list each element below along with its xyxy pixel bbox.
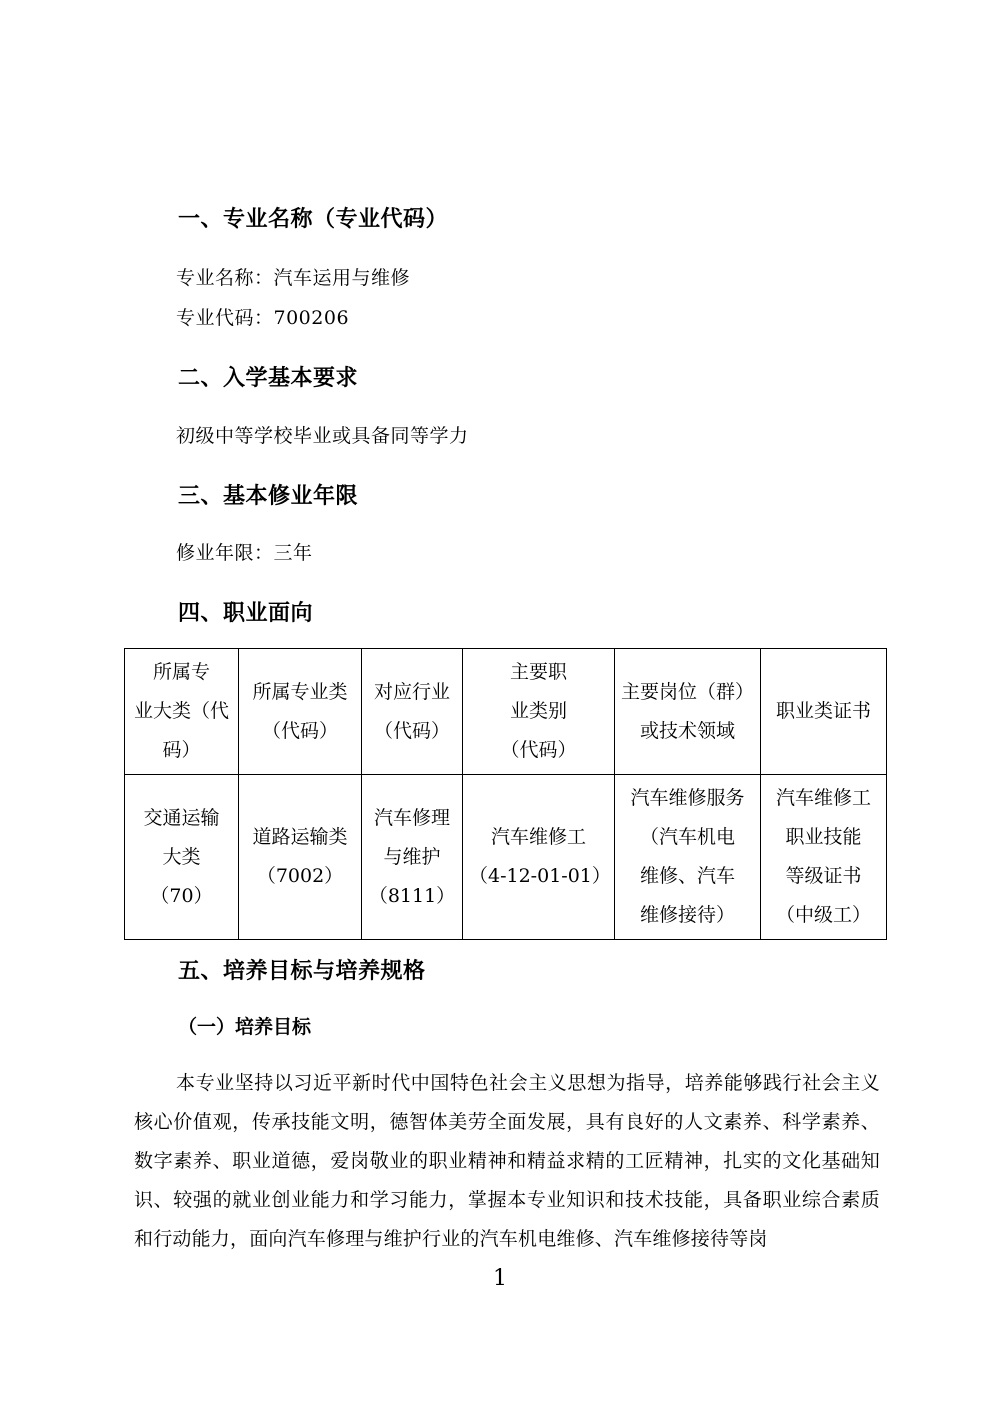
table-cell: 汽车维修服务 （汽车机电 维修、汽车 维修接待） [615,775,761,940]
header-cell: 对应行业 （代码） [362,649,463,775]
table-cell: 汽车修理 与维护 （8111） [362,775,463,940]
admission-requirement: 初级中等学校毕业或具备同等学力 [176,425,469,447]
header-cell: 主要职 业类别 （代码） [463,649,615,775]
header-cell: 所属专 业大类（代 码） [125,649,239,775]
training-goal-paragraph: 本专业坚持以习近平新时代中国特色社会主义思想为指导，培养能够践行社会主义核心价值观，传承技能文明，德智体美劳全面发展，具有良好的人文素养、科学素养、数字素养、职业道德，爱岗敬业的职业精神和精益求精的工匠精神，扎实的文化基础知识、较强的就业创业能力和学习能力，掌握本专业知识和技术技能，具备职业综合素质和行动能力，面向汽车修理与维护行业的汽车机电维修、汽车维修接待等岗 [134,1072,880,1250]
header-cell: 职业类证书 [761,649,887,775]
section-3-title: 三、基本修业年限 [178,484,359,509]
study-duration: 修业年限：三年 [176,542,313,564]
occupation-table [124,648,887,940]
table-cell: 汽车维修工 （4-12-01-01） [463,775,615,940]
section-2-title: 二、入学基本要求 [178,366,359,391]
major-name-line: 专业名称：汽车运用与维修 [176,267,411,289]
table-cell: 交通运输 大类 （70） [125,775,239,940]
table-cell: 汽车维修工 职业技能 等级证书 （中级工） [761,775,887,940]
section-5-title: 五、培养目标与培养规格 [178,959,426,984]
table-row [125,775,887,940]
major-code-line: 专业代码：700206 [176,307,350,329]
table-cell: 道路运输类 （7002） [239,775,362,940]
header-cell: 所属专业类 （代码） [239,649,362,775]
page-number: 1 [493,1266,507,1291]
section-1-title: 一、专业名称（专业代码） [178,207,449,232]
header-cell: 主要岗位（群） 或技术领域 [615,649,761,775]
section-4-title: 四、职业面向 [178,601,314,626]
subsection-title: （一）培养目标 [178,1016,312,1038]
table-header-row [125,649,887,775]
